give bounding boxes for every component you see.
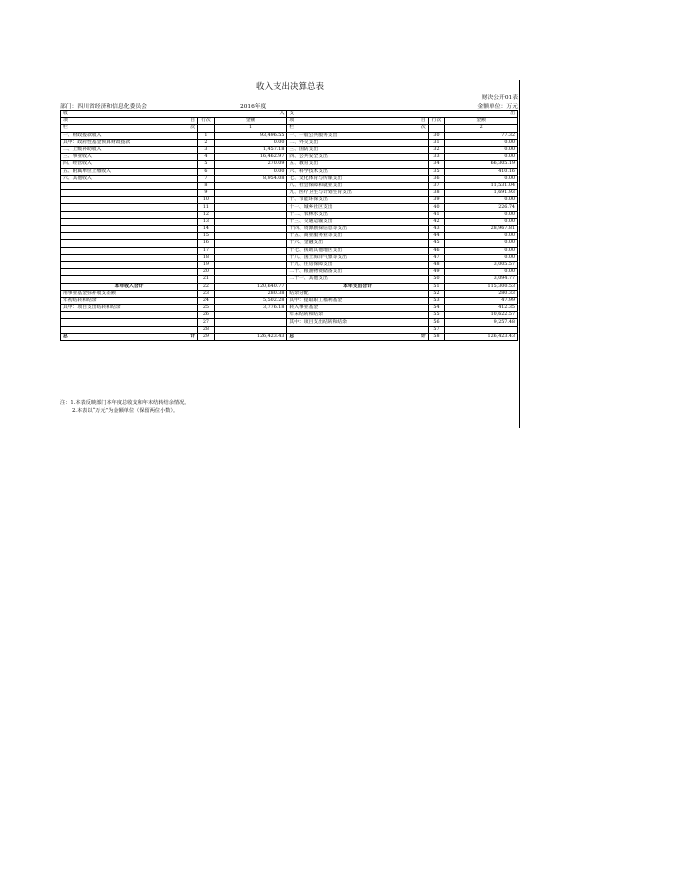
expense-line-no-header: 行次 (428, 118, 445, 125)
expense-item-cell: 十二、农林水支出 (287, 211, 428, 218)
income-amount-cell (214, 326, 287, 333)
income-amount-cell (214, 319, 287, 326)
income-item-cell (61, 190, 198, 197)
income-amount-cell: 16,462.97 (214, 154, 287, 161)
income-item-cell (61, 269, 198, 276)
income-line-no-cell: 18 (198, 254, 215, 261)
table-row (61, 146, 518, 153)
expense-line-no-cell: 36 (428, 175, 445, 182)
expense-item-cell: 七、文化体育与传媒支出 (287, 175, 428, 182)
income-item-cell (61, 182, 198, 189)
table-row (61, 182, 518, 189)
expense-line-no-cell: 37 (428, 182, 445, 189)
income-amount-cell: 126,423.43 (214, 333, 287, 340)
income-item-cell: 一、财政拨款收入 (61, 132, 198, 139)
income-item-header: 项 目 (61, 118, 198, 125)
income-line-no-cell: 13 (198, 218, 215, 225)
income-item-cell: 总 计 (61, 333, 198, 340)
income-item-cell: 用事业基金弥补收支差额 (61, 290, 198, 297)
expense-line-no-cell: 31 (428, 139, 445, 146)
table-row (61, 269, 518, 276)
income-amount-cell: 3,776.18 (214, 305, 287, 312)
table-row (61, 226, 518, 233)
income-item-cell (61, 240, 198, 247)
expense-amount-cell: 3,005.57 (445, 261, 518, 268)
income-item-cell: 四、经营收入 (61, 161, 198, 168)
expense-item-cell: 十一、城乡社区支出 (287, 204, 428, 211)
expense-line-no-cell: 44 (428, 233, 445, 240)
expense-column-label: 栏 次 (287, 125, 428, 132)
income-item-cell (61, 319, 198, 326)
income-amount-cell: 1,457.18 (214, 146, 287, 153)
expense-item-cell: 五、教育支出 (287, 161, 428, 168)
expense-item-cell: 六、科学技术支出 (287, 168, 428, 175)
income-line-no-cell: 26 (198, 312, 215, 319)
table-row (61, 276, 518, 283)
expense-item-cell: 十四、资源勘探信息等支出 (287, 226, 428, 233)
expense-amount-cell: 66,305.19 (445, 161, 518, 168)
income-item-cell (61, 254, 198, 261)
income-line-no-cell: 16 (198, 240, 215, 247)
income-line-no-cell: 3 (198, 146, 215, 153)
expense-line-no-cell: 47 (428, 254, 445, 261)
income-line-no-cell: 29 (198, 333, 215, 340)
expense-amount-cell: 0.00 (445, 269, 518, 276)
income-line-no-cell: 28 (198, 326, 215, 333)
income-item-cell: 年初结转和结余 (61, 297, 198, 304)
income-item-cell: 五、附属单位上缴收入 (61, 168, 198, 175)
income-line-no-cell: 12 (198, 211, 215, 218)
income-amount-cell: 0.00 (214, 168, 287, 175)
income-amount-cell: 93,496.55 (214, 132, 287, 139)
expense-line-no-cell: 41 (428, 211, 445, 218)
expense-line-no-cell: 46 (428, 247, 445, 254)
income-item-cell (61, 211, 198, 218)
table-row (61, 326, 518, 333)
expense-amount-cell: 3,094.77 (445, 276, 518, 283)
expense-amount-cell: 9,257.48 (445, 319, 518, 326)
income-amount-cell (214, 240, 287, 247)
expense-amount-cell: 47.99 (445, 297, 518, 304)
income-amount-cell (214, 190, 287, 197)
expense-item-cell: 三、国防支出 (287, 146, 428, 153)
income-line-no-cell: 24 (198, 297, 215, 304)
expense-item-cell (287, 326, 428, 333)
table-row (61, 319, 518, 326)
income-line-no-cell: 1 (198, 132, 215, 139)
income-item-cell (61, 326, 198, 333)
table-row (61, 154, 518, 161)
expense-line-no-cell: 35 (428, 168, 445, 175)
right-border-tick (519, 418, 520, 428)
table-row (61, 240, 518, 247)
income-amount-header: 金额 (214, 118, 287, 125)
expense-column-number: 2 (445, 125, 518, 132)
expense-item-cell: 八、社会保障和就业支出 (287, 182, 428, 189)
income-line-no-cell: 22 (198, 283, 215, 290)
footnotes (60, 399, 189, 416)
income-item-cell (61, 218, 198, 225)
income-item-cell: 本年收入合计 (61, 283, 198, 290)
income-item-cell: 六、其他收入 (61, 175, 198, 182)
expense-amount-cell: 0.00 (445, 146, 518, 153)
table-row (61, 175, 518, 182)
expense-line-no-cell: 52 (428, 290, 445, 297)
income-line-no-cell: 8 (198, 182, 215, 189)
income-amount-cell (214, 312, 287, 319)
income-item-cell: 其中：项目支出结转和结余 (61, 305, 198, 312)
income-line-no-cell: 27 (198, 319, 215, 326)
expense-amount-cell: 280.33 (445, 290, 518, 297)
income-line-no-cell: 7 (198, 175, 215, 182)
income-amount-cell (214, 261, 287, 268)
income-line-no-cell: 9 (198, 190, 215, 197)
table-row (61, 283, 518, 290)
expense-line-no-cell: 40 (428, 204, 445, 211)
expense-item-cell: 年末结转和结余 (287, 312, 428, 319)
income-line-no-cell: 5 (198, 161, 215, 168)
expense-item-cell: 其中：项目支出结转和结余 (287, 319, 428, 326)
table-row (61, 190, 518, 197)
expense-line-no-cell: 53 (428, 297, 445, 304)
expense-item-header: 项 目 (287, 118, 428, 125)
income-line-no-cell: 19 (198, 261, 215, 268)
expense-line-no-cell: 34 (428, 161, 445, 168)
expense-amount-cell: 1,691.93 (445, 190, 518, 197)
table-row (61, 290, 518, 297)
income-line-no-cell: 14 (198, 226, 215, 233)
expense-amount-cell: 0.00 (445, 197, 518, 204)
table-row (61, 333, 518, 340)
income-line-no-cell: 15 (198, 233, 215, 240)
expense-amount-cell: 11,531.04 (445, 182, 518, 189)
table-row (61, 305, 518, 312)
report-title: 收入支出决算总表 (255, 82, 324, 92)
income-amount-cell: 8,954.08 (214, 175, 287, 182)
income-amount-cell (214, 204, 287, 211)
table-row (61, 211, 518, 218)
table-row (61, 312, 518, 319)
expense-amount-cell: 410.16 (445, 168, 518, 175)
expense-amount-cell (445, 326, 518, 333)
expense-amount-cell: 226.74 (445, 204, 518, 211)
income-column-label: 栏 次 (61, 125, 198, 132)
income-amount-cell: 5,502.28 (214, 297, 287, 304)
expense-line-no-blank (428, 125, 445, 132)
expense-item-cell: 十九、住房保障支出 (287, 261, 428, 268)
expense-item-cell: 十、节能环保支出 (287, 197, 428, 204)
expense-line-no-cell: 42 (428, 218, 445, 225)
table-row (61, 218, 518, 225)
expense-amount-cell: 0.00 (445, 154, 518, 161)
expense-line-no-cell: 33 (428, 154, 445, 161)
income-amount-cell (214, 226, 287, 233)
income-item-cell (61, 312, 198, 319)
table-body (61, 111, 518, 341)
expense-section-header: 支 出 (287, 111, 518, 118)
income-line-no-cell: 4 (198, 154, 215, 161)
expense-line-no-cell: 57 (428, 326, 445, 333)
expense-amount-cell: 77.32 (445, 132, 518, 139)
expense-line-no-cell: 55 (428, 312, 445, 319)
table-row (61, 197, 518, 204)
expense-amount-cell: 126,423.43 (445, 333, 518, 340)
expense-amount-cell: 10,622.57 (445, 312, 518, 319)
expense-line-no-cell: 48 (428, 261, 445, 268)
table-row (61, 132, 518, 139)
right-border-line (519, 80, 520, 419)
income-line-no-blank (198, 125, 215, 132)
expense-item-cell: 十五、商业服务业等支出 (287, 233, 428, 240)
footnote-1: 注：1.本表反映部门本年度总收支和年末结转结余情况。 (60, 400, 190, 406)
expense-item-cell: 四、公共安全支出 (287, 154, 428, 161)
expense-line-no-cell: 32 (428, 146, 445, 153)
department-label: 部门：四川省经济和信息化委员会 (60, 104, 147, 110)
income-line-no-cell: 6 (198, 168, 215, 175)
header-row-columns (61, 118, 518, 125)
expense-item-cell: 本年支出合计 (287, 283, 428, 290)
income-amount-cell: 280.38 (214, 290, 287, 297)
income-line-no-header: 行次 (198, 118, 215, 125)
expense-item-cell: 二十、粮油物资储备支出 (287, 269, 428, 276)
income-amount-cell (214, 254, 287, 261)
table-row (61, 161, 518, 168)
table-row (61, 233, 518, 240)
income-amount-cell: 0.00 (214, 139, 287, 146)
expense-item-cell: 一、一般公共服务支出 (287, 132, 428, 139)
income-line-no-cell: 25 (198, 305, 215, 312)
expense-amount-cell: 28,967.81 (445, 226, 518, 233)
table-row (61, 139, 518, 146)
income-expense-table (60, 110, 518, 341)
expense-amount-header: 金额 (445, 118, 518, 125)
fiscal-year: 2016年度 (240, 104, 267, 110)
income-amount-cell (214, 247, 287, 254)
expense-amount-cell: 0.00 (445, 139, 518, 146)
table-row (61, 204, 518, 211)
income-item-cell: 二、上级补助收入 (61, 146, 198, 153)
income-amount-cell (214, 276, 287, 283)
income-item-cell (61, 276, 198, 283)
income-line-no-cell: 10 (198, 197, 215, 204)
expense-item-cell: 十三、交通运输支出 (287, 218, 428, 225)
expense-item-cell: 二十一、其他支出 (287, 276, 428, 283)
expense-line-no-cell: 51 (428, 283, 445, 290)
income-line-no-cell: 17 (198, 247, 215, 254)
expense-amount-cell: 0.00 (445, 233, 518, 240)
income-line-no-cell: 2 (198, 139, 215, 146)
expense-amount-cell: 0.00 (445, 240, 518, 247)
income-amount-cell (214, 197, 287, 204)
table-row (61, 254, 518, 261)
income-amount-cell (214, 211, 287, 218)
expense-line-no-cell: 45 (428, 240, 445, 247)
income-amount-cell (214, 218, 287, 225)
income-item-cell (61, 204, 198, 211)
table-row (61, 261, 518, 268)
income-amount-cell: 270.09 (214, 161, 287, 168)
table-row (61, 168, 518, 175)
expense-item-cell: 其中：提取职工福利基金 (287, 297, 428, 304)
income-line-no-cell: 11 (198, 204, 215, 211)
income-section-header: 收 入 (61, 111, 287, 118)
expense-line-no-cell: 56 (428, 319, 445, 326)
expense-item-cell: 二、外交支出 (287, 139, 428, 146)
expense-amount-cell: 115,300.53 (445, 283, 518, 290)
expense-item-cell: 转入事业基金 (287, 305, 428, 312)
expense-amount-cell: 0.00 (445, 254, 518, 261)
expense-amount-cell: 0.00 (445, 175, 518, 182)
income-line-no-cell: 21 (198, 276, 215, 283)
income-item-cell (61, 226, 198, 233)
expense-line-no-cell: 39 (428, 197, 445, 204)
income-item-cell (61, 197, 198, 204)
expense-amount-cell: 0.00 (445, 247, 518, 254)
currency-unit: 金额单位：万元 (477, 104, 518, 110)
income-line-no-cell: 20 (198, 269, 215, 276)
income-amount-cell (214, 269, 287, 276)
form-number: 财决公开01表 (481, 95, 518, 101)
footnote-2: 2.本表以“万元”为金额单位（保留两位小数）。 (72, 408, 179, 415)
expense-item-cell: 九、医疗卫生与计划生育支出 (287, 190, 428, 197)
income-item-cell (61, 261, 198, 268)
expense-line-no-cell: 50 (428, 276, 445, 283)
expense-item-cell: 结余分配 (287, 290, 428, 297)
expense-amount-cell: 412.35 (445, 305, 518, 312)
table-row (61, 247, 518, 254)
income-column-number: 1 (214, 125, 287, 132)
expense-amount-cell: 0.00 (445, 218, 518, 225)
income-item-cell (61, 233, 198, 240)
expense-line-no-cell: 49 (428, 269, 445, 276)
expense-item-cell: 十八、国土海洋气象等支出 (287, 254, 428, 261)
table-row (61, 297, 518, 304)
expense-item-cell: 总 计 (287, 333, 428, 340)
expense-line-no-cell: 30 (428, 132, 445, 139)
income-item-cell (61, 247, 198, 254)
expense-line-no-cell: 58 (428, 333, 445, 340)
income-amount-cell: 120,640.77 (214, 283, 287, 290)
expense-line-no-cell: 38 (428, 190, 445, 197)
income-item-cell: 三、事业收入 (61, 154, 198, 161)
expense-amount-cell: 0.00 (445, 211, 518, 218)
expense-item-cell: 十六、金融支出 (287, 240, 428, 247)
header-row-section (61, 111, 518, 118)
expense-line-no-cell: 43 (428, 226, 445, 233)
income-amount-cell (214, 233, 287, 240)
header-row-column-numbers (61, 125, 518, 132)
income-item-cell: 其中：政府性基金预算财政拨款 (61, 139, 198, 146)
expense-item-cell: 十七、援助其他地区支出 (287, 247, 428, 254)
expense-line-no-cell: 54 (428, 305, 445, 312)
income-amount-cell (214, 182, 287, 189)
income-line-no-cell: 23 (198, 290, 215, 297)
